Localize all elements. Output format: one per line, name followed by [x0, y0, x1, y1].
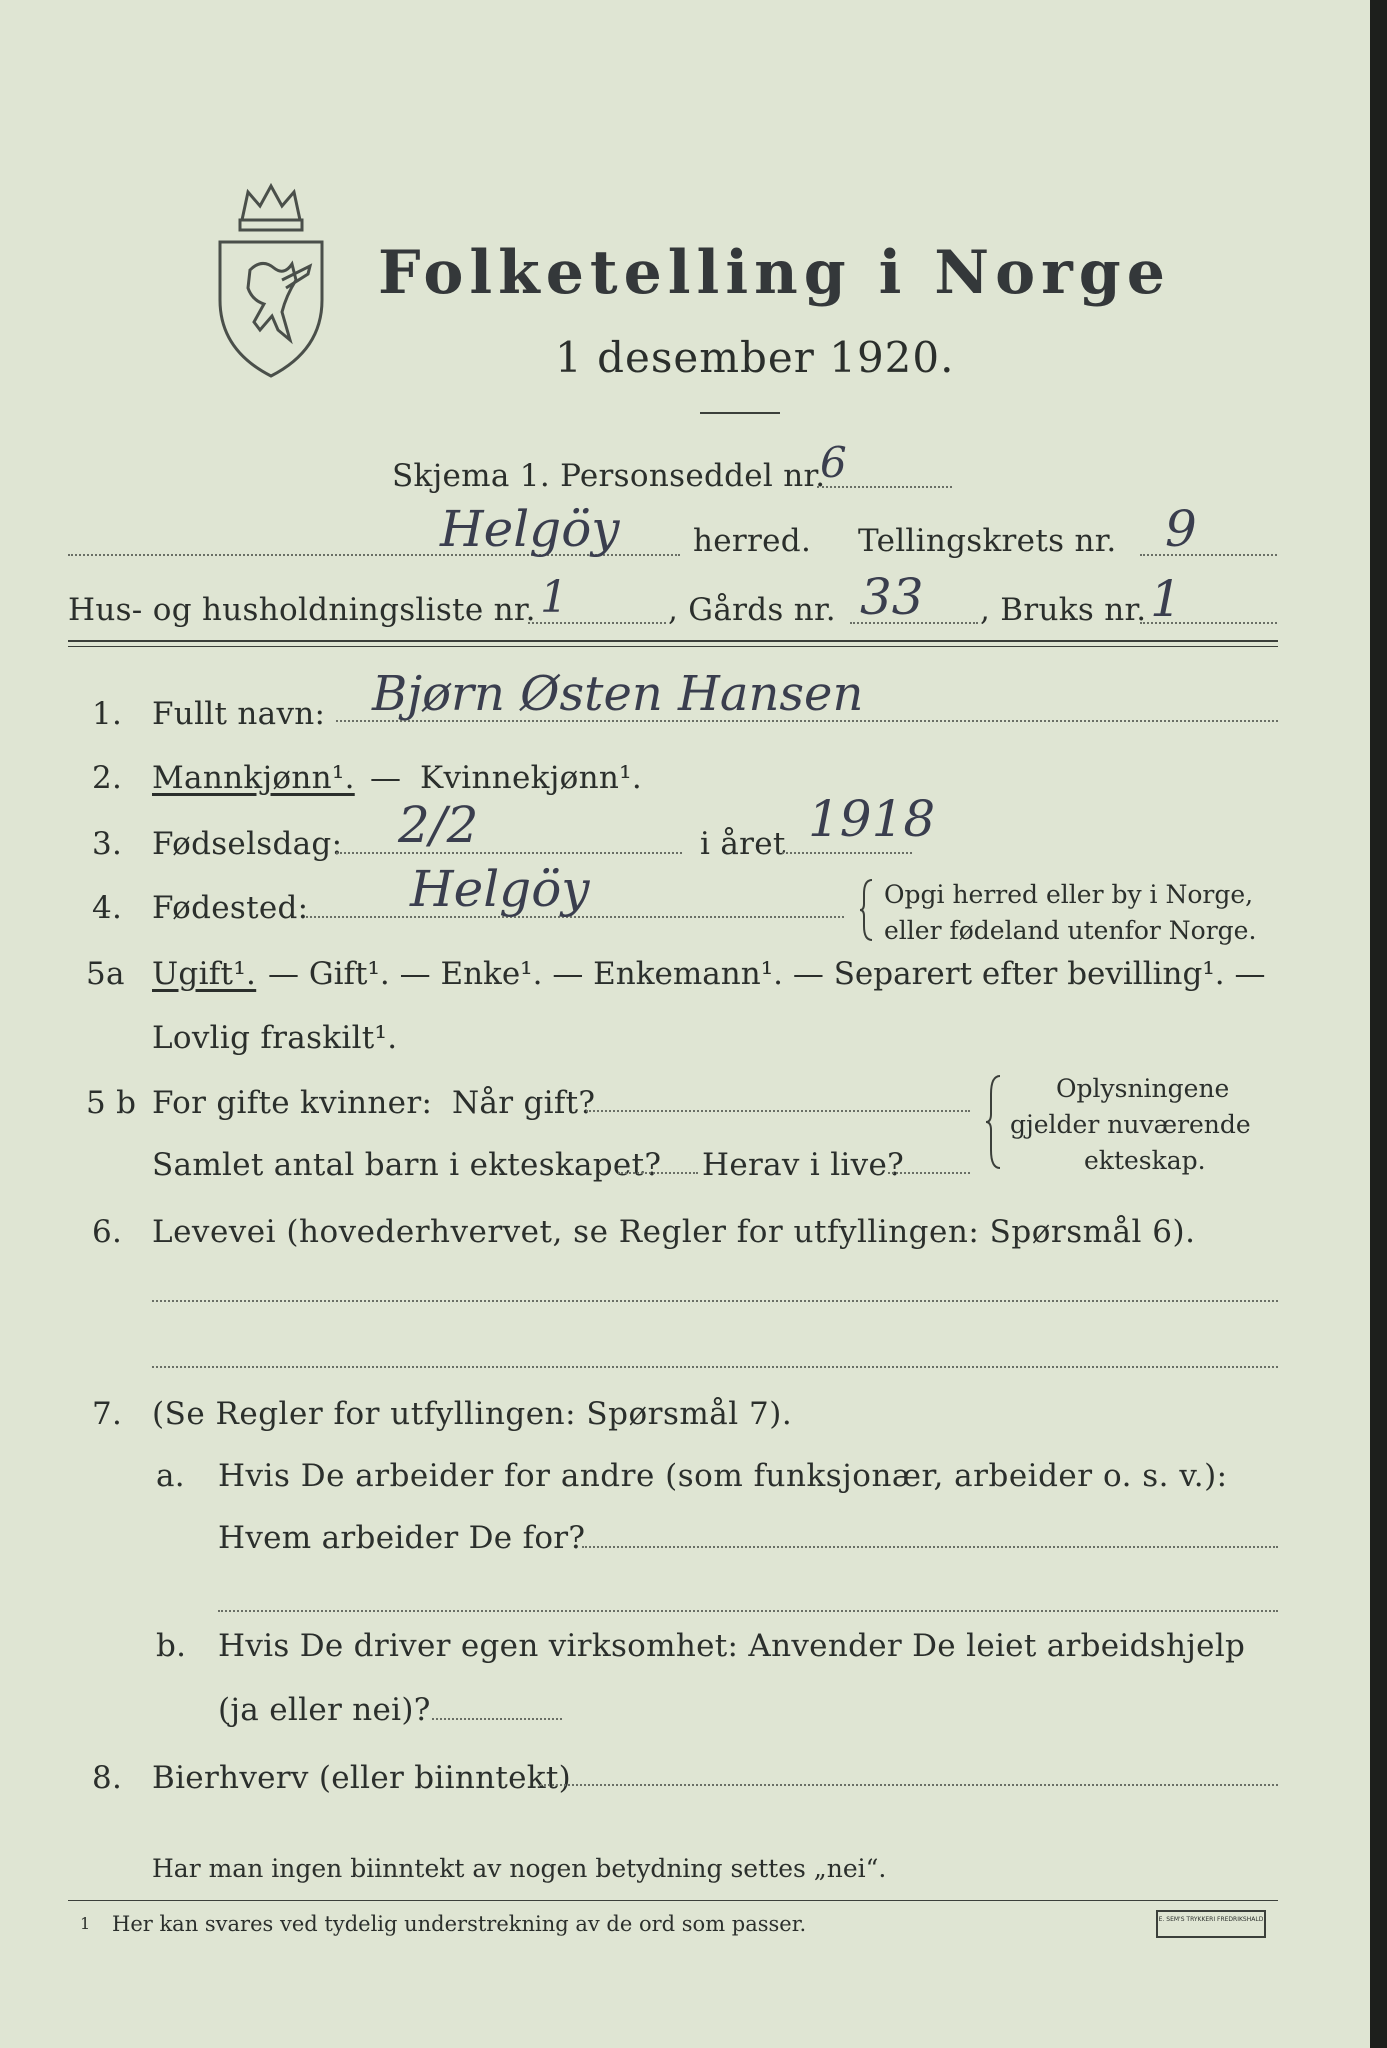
- coat-of-arms-icon: [212, 180, 330, 380]
- q5b-samlet-line: [618, 1172, 698, 1174]
- tellingskrets-line: [1140, 554, 1277, 556]
- q7-number: 7.: [92, 1396, 123, 1432]
- q8-answer-line: [540, 1784, 1278, 1786]
- q7-label: (Se Regler for utfyllingen: Spørsmål 7).: [152, 1396, 793, 1432]
- q5a-options: — Gift¹. — Enke¹. — Enkemann¹. — Separert efter bevilling¹. —: [268, 956, 1266, 992]
- q5b-note-line2: gjelder nuværende: [1010, 1110, 1251, 1139]
- q4-note-line2: eller fødeland utenfor Norge.: [884, 916, 1257, 945]
- q7a-answer-line1: [582, 1546, 1278, 1548]
- skjema-label: Skjema 1. Personseddel nr.: [392, 458, 826, 494]
- q1-full-name-value: Bjørn Østen Hansen: [372, 666, 864, 722]
- q3-day-line: [336, 852, 682, 854]
- q3-label: Fødselsdag:: [152, 826, 343, 862]
- q3-birthday-value: 2/2: [398, 796, 479, 854]
- q7b-question: (ja eller nei)?: [218, 1692, 431, 1728]
- q6-label: Levevei (hovederhvervet, se Regler for utfyllingen: Spørsmål 6).: [152, 1214, 1196, 1250]
- gards-label: , Gårds nr.: [668, 592, 836, 628]
- q4-label: Fødested:: [152, 890, 309, 926]
- q5b-note-line3: ekteskap.: [1084, 1146, 1206, 1175]
- q7a-number: a.: [156, 1458, 185, 1494]
- herred-value: Helgöy: [440, 500, 620, 558]
- form-title: Folketelling i Norge: [378, 238, 1171, 308]
- personseddel-nr-value: 6: [820, 438, 847, 487]
- q6-answer-line1: [152, 1300, 1278, 1302]
- q4-bracket: [860, 878, 874, 942]
- q2-number: 2.: [92, 760, 123, 796]
- q5b-note-line1: Oplysningene: [1056, 1074, 1230, 1103]
- hus-nr-value: 1: [540, 572, 568, 623]
- q7a-question: Hvem arbeider De for?: [218, 1520, 586, 1556]
- q1-number: 1.: [92, 696, 123, 732]
- q5b-herav-label: Herav i live?: [702, 1147, 905, 1183]
- q3-year-label: i året: [700, 826, 786, 862]
- q5b-number: 5 b: [86, 1085, 137, 1121]
- q7b-text: Hvis De driver egen virksomhet: Anvender De leiet arbeidshjelp: [218, 1628, 1246, 1664]
- q7b-number: b.: [156, 1628, 187, 1664]
- q8-number: 8.: [92, 1760, 123, 1796]
- q8-label: Bierhverv (eller biinntekt): [152, 1760, 572, 1796]
- title-divider: [700, 412, 780, 414]
- q4-note-line1: Opgi herred eller by i Norge,: [884, 880, 1254, 909]
- q3-number: 3.: [92, 826, 123, 862]
- q4-number: 4.: [92, 890, 123, 926]
- q5a-number: 5a: [86, 956, 125, 992]
- tellingskrets-nr-value: 9: [1165, 500, 1197, 558]
- q2-option-mannkjonn: Mannkjønn¹.: [152, 760, 355, 796]
- footnote-number: 1: [80, 1914, 91, 1933]
- q5b-herav-line: [888, 1172, 970, 1174]
- tellingskrets-label: Tellingskrets nr.: [858, 523, 1117, 559]
- q7b-answer-line: [432, 1718, 562, 1720]
- q5a-option-ugift: Ugift¹.: [152, 956, 257, 992]
- q6-answer-line2: [152, 1366, 1278, 1368]
- herred-label: herred.: [693, 523, 812, 559]
- q5b-bracket: [986, 1074, 1002, 1170]
- q2-option-kvinnekjonn: Kvinnekjønn¹.: [420, 760, 643, 796]
- q7a-text: Hvis De arbeider for andre (som funksjonær, arbeider o. s. v.):: [218, 1458, 1228, 1494]
- footnote-divider: [68, 1900, 1278, 1901]
- q6-number: 6.: [92, 1214, 123, 1250]
- q5a-option-lovlig-fraskilt: Lovlig fraskilt¹.: [152, 1020, 398, 1056]
- q5b-samlet-label: Samlet antal barn i ekteskapet?: [152, 1147, 662, 1183]
- q2-separator: —: [370, 760, 402, 796]
- q5b-naar-gift-label: Når gift?: [452, 1085, 596, 1121]
- printer-stamp: [1156, 1910, 1266, 1938]
- q4-birthplace-value: Helgöy: [410, 860, 590, 918]
- footer-note: Har man ingen biinntekt av nogen betydning settes „nei“.: [152, 1854, 887, 1883]
- q7a-answer-line2: [218, 1610, 1278, 1612]
- printer-stamp-text: E. SEM'S TRYKKERI FREDRIKSHALD: [1158, 1916, 1264, 1923]
- q3-year-value: 1918: [808, 790, 936, 848]
- form-date: 1 desember 1920.: [555, 333, 955, 382]
- q3-year-line: [782, 852, 912, 854]
- header-rule-top: [68, 640, 1278, 642]
- bruks-label: , Bruks nr.: [980, 592, 1147, 628]
- bruks-nr-value: 1: [1150, 570, 1182, 628]
- footnote-text: Her kan svares ved tydelig understrekning av de ord som passer.: [112, 1912, 807, 1936]
- q1-label: Fullt navn:: [152, 696, 326, 732]
- hus-label: Hus- og husholdningsliste nr.: [68, 592, 536, 628]
- q5b-naar-gift-line: [586, 1110, 970, 1112]
- gards-nr-value: 33: [860, 568, 924, 626]
- q5b-label: For gifte kvinner:: [152, 1085, 433, 1121]
- header-rule-bottom: [68, 646, 1278, 647]
